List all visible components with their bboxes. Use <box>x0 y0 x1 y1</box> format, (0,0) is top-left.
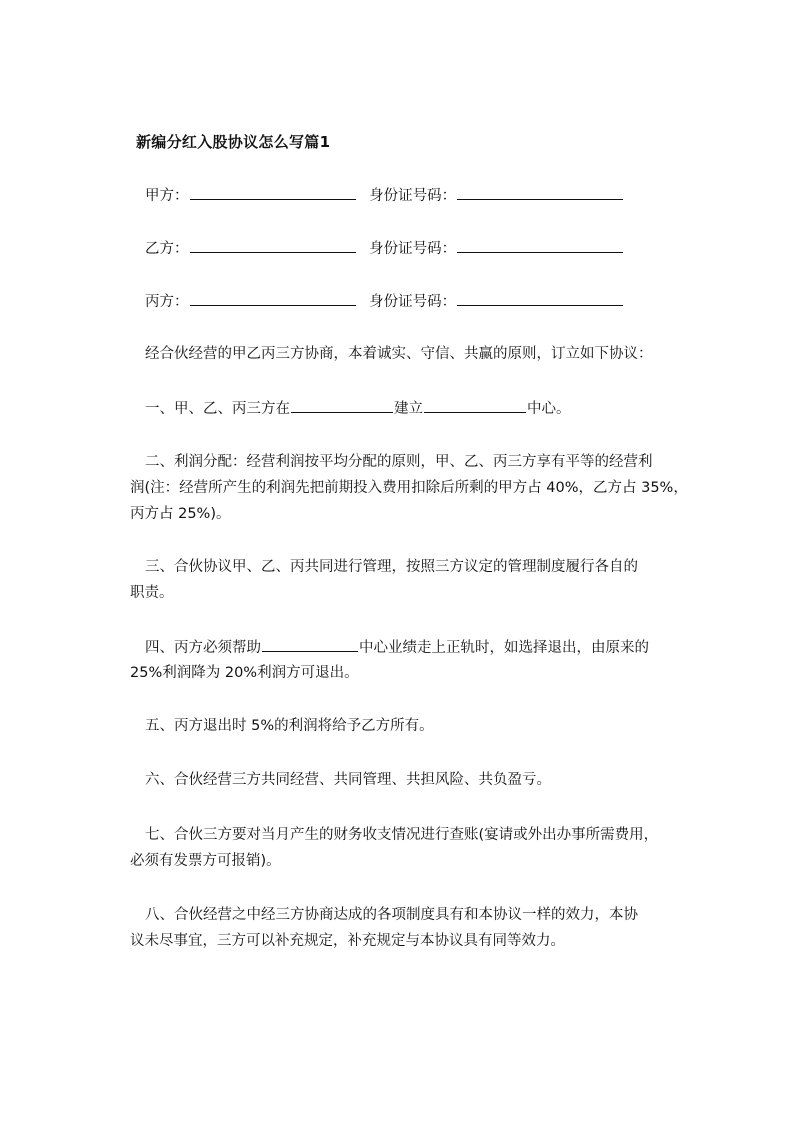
intro-paragraph: 经合伙经营的甲乙丙三方协商，本着诚实、守信、共赢的原则，订立如下协议： <box>145 346 653 362</box>
name-blank <box>190 185 356 200</box>
help-blank <box>262 637 358 652</box>
clause-4-line-2: 25%利润降为 20%利润方可退出。 <box>130 665 359 681</box>
clause-4-text-a: 四、丙方必须帮助 <box>145 640 261 656</box>
clause-1-text-b: 建立 <box>394 401 423 417</box>
clause-8-line-2: 议未尽事宜，三方可以补充规定，补充规定与本协议具有同等效力。 <box>130 933 565 949</box>
clause-5: 五、丙方退出时 5%的利润将给予乙方所有。 <box>145 718 434 734</box>
clause-7-line-1: 七、合伙三方要对当月产生的财务收支情况进行查账(宴请或外出办事所需费用， <box>145 827 659 843</box>
clause-3-line-2: 职责。 <box>130 585 174 601</box>
clause-2-line-2: 润(注：经营所产生的利润先把前期投入费用扣除后所剩的甲方占 40%，乙方占 35%， <box>130 480 688 496</box>
id-label: 身份证号码： <box>369 294 457 310</box>
clause-8-line-1: 八、合伙经营之中经三方协商达成的各项制度具有和本协议一样的效力，本协 <box>145 907 638 923</box>
party-line-jia <box>145 185 624 206</box>
clause-2-line-1: 二、利润分配：经营利润按平均分配的原则，甲、乙、丙三方享有平等的经营利 <box>145 454 653 470</box>
party-line-yi <box>145 238 624 259</box>
id-label: 身份证号码： <box>369 241 457 257</box>
clause-6: 六、合伙经营三方共同经营、共同管理、共担风险、共负盈亏。 <box>145 772 551 788</box>
clause-2-line-3: 丙方占 25%)。 <box>130 506 231 522</box>
clause-1 <box>145 398 571 419</box>
clause-4-text-b: 中心业绩走上正轨时，如选择退出，由原来的 <box>359 640 649 656</box>
id-blank <box>457 238 623 253</box>
party-line-bing <box>145 291 624 312</box>
clause-7-line-2: 必须有发票方可报销)。 <box>130 853 281 869</box>
clause-3-line-1: 三、合伙协议甲、乙、丙共同进行管理，按照三方议定的管理制度履行各自的 <box>145 559 638 575</box>
name-blank <box>190 291 356 306</box>
id-label: 身份证号码： <box>369 188 457 204</box>
id-blank <box>457 291 623 306</box>
clause-1-text-a: 一、甲、乙、丙三方在 <box>145 401 290 417</box>
center-blank <box>424 398 526 413</box>
name-blank <box>190 238 356 253</box>
party-label: 甲方： <box>145 188 189 204</box>
party-label: 丙方： <box>145 294 189 310</box>
clause-1-text-c: 中心。 <box>527 401 571 417</box>
document-title: 新编分红入股协议怎么写篇1 <box>136 133 331 151</box>
location-blank <box>291 398 393 413</box>
id-blank <box>457 185 623 200</box>
party-label: 乙方： <box>145 241 189 257</box>
clause-4-line-1 <box>145 637 649 658</box>
